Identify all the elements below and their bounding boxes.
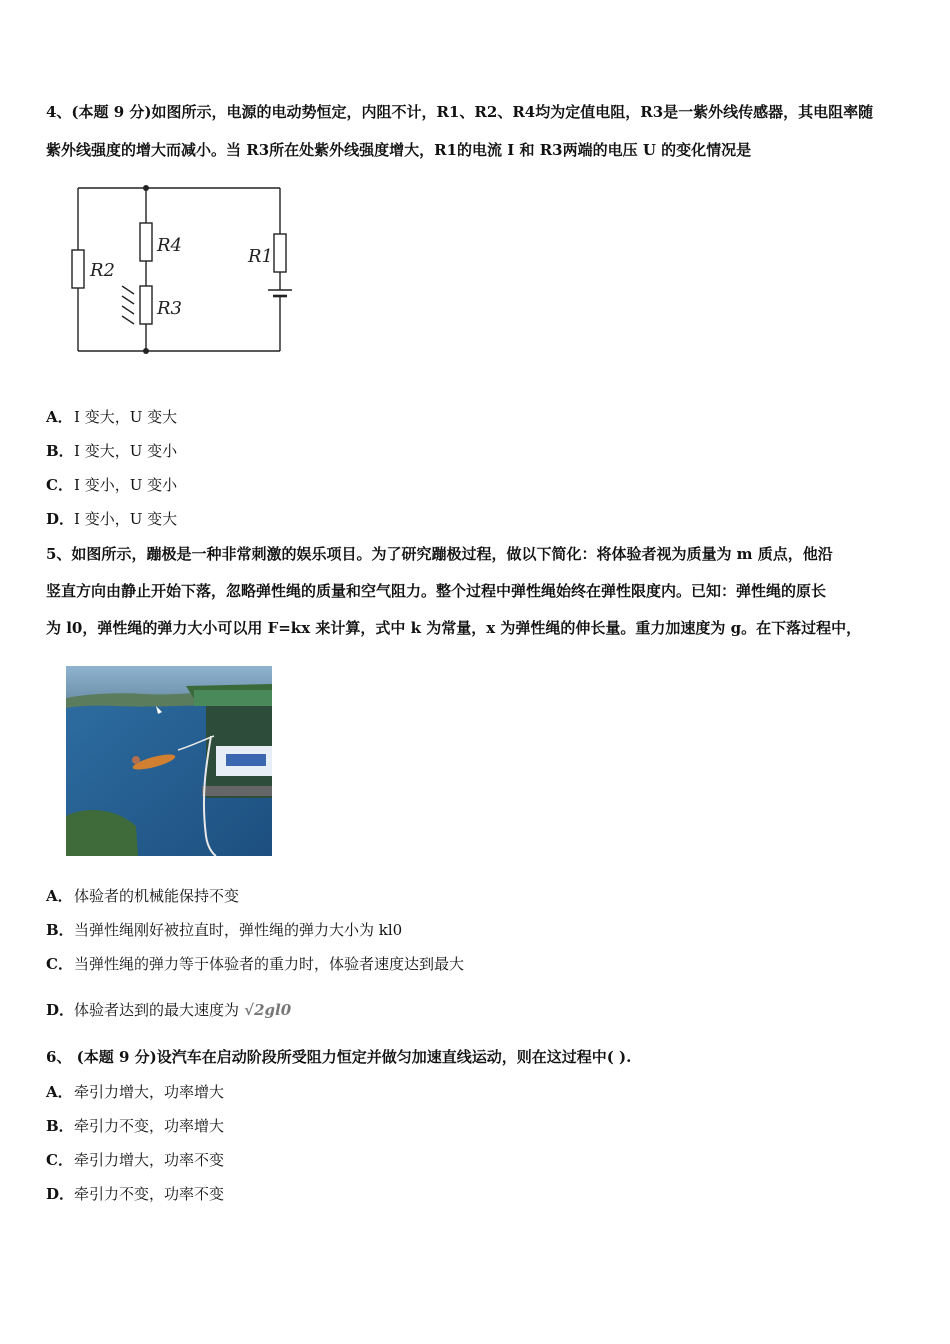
sqrt-formula: √2gl0 (244, 1001, 292, 1019)
q4-stem-line-1: 4、(本题 9 分)如图所示，电源的电动势恒定，内阻不计，R1、R2、R4均为定值电阻，R3是一紫外线传感器，其电阻率随 (46, 103, 874, 121)
q5-stem-line-1: 5、如图所示，蹦极是一种非常刺激的娱乐项目。为了研究蹦极过程，做以下简化：将体验者视为质量为 m 质点，他沿 (46, 545, 833, 563)
q4-option-b[interactable]: B．I 变大，U 变小 (46, 442, 178, 460)
label-r3: R3 (157, 298, 183, 319)
junction-top (143, 185, 149, 191)
q6-option-c[interactable]: C．牵引力增大，功率不变 (46, 1151, 225, 1169)
q5-option-a[interactable]: A．体验者的机械能保持不变 (46, 887, 240, 905)
q6-option-d[interactable]: D．牵引力不变，功率不变 (46, 1185, 225, 1203)
q6-option-a[interactable]: A．牵引力增大，功率增大 (46, 1083, 225, 1101)
q5-option-b[interactable]: B．当弹性绳刚好被拉直时，弹性绳的弹力大小为 kl0 (46, 921, 403, 939)
bungee-photo (66, 666, 272, 856)
circuit-diagram (62, 176, 312, 366)
q5-stem-line-3: 为 l0，弹性绳的弹力大小可以用 F=kx 来计算，式中 k 为常量，x 为弹性绳的伸长量。重力加速度为 g。在下落过程中， (46, 619, 862, 637)
q4-option-c[interactable]: C．I 变小，U 变小 (46, 476, 178, 494)
q4-stem-line-2: 紫外线强度的增大而减小。当 R3所在处紫外线强度增大，R1的电流 I 和 R3两端的电压 U 的变化情况是 (46, 141, 752, 159)
label-r2: R2 (90, 260, 116, 281)
q5-stem-line-2: 竖直方向由静止开始下落，忽略弹性绳的质量和空气阻力。整个过程中弹性绳始终在弹性限度内。已知：弹性绳的原长 (46, 582, 827, 600)
label-r4: R4 (157, 235, 183, 256)
q5-option-c[interactable]: C．当弹性绳的弹力等于体验者的重力时，体验者速度达到最大 (46, 955, 465, 973)
q6-option-b[interactable]: B．牵引力不变，功率增大 (46, 1117, 225, 1135)
q4-option-d[interactable]: D．I 变小，U 变大 (46, 510, 178, 528)
label-r1: R1 (248, 246, 274, 267)
q6-stem-line-1: 6、 (本题 9 分)设汽车在启动阶段所受阻力恒定并做匀加速直线运动，则在这过程中( ). (46, 1048, 632, 1066)
q5-option-d[interactable]: D．体验者达到的最大速度为 √2gl0 (46, 1001, 292, 1019)
junction-bottom (143, 348, 149, 354)
q4-option-a[interactable]: A．I 变大，U 变大 (46, 408, 178, 426)
